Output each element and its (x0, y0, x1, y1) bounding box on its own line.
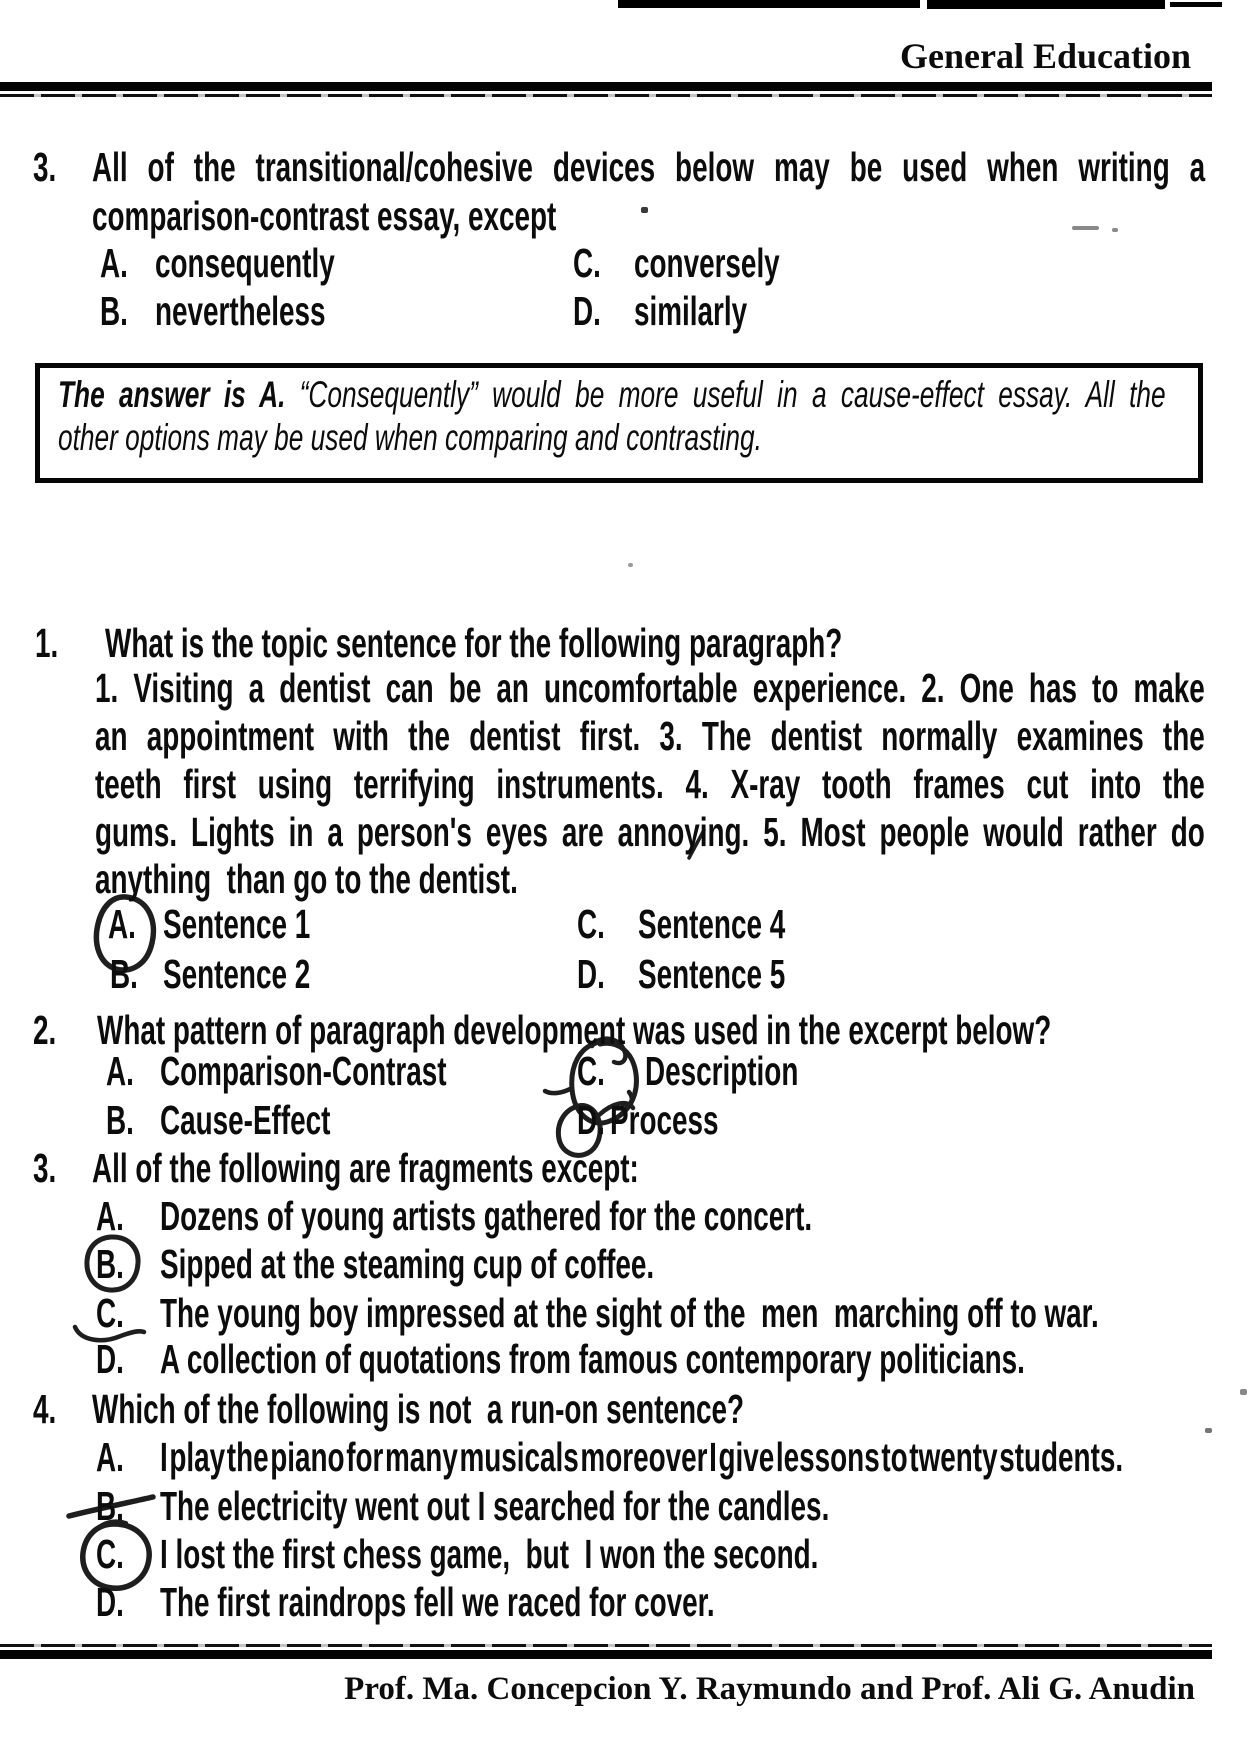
paragraph-line: 1. Visiting a dentist can be an uncomfortable experience. 2. One has to make (95, 665, 1205, 711)
question-text-line: comparison-contrast essay, except (92, 193, 557, 239)
paragraph-line: gums. Lights in a person's eyes are annoying. 5. Most people would rather do (95, 809, 1205, 855)
option-letter: B. (106, 1097, 134, 1143)
option-label: Cause-Effect (160, 1097, 331, 1143)
scan-speck (1072, 226, 1099, 230)
scan-speck (1205, 1428, 1212, 1433)
question-text: What pattern of paragraph development was used in the excerpt below? (97, 1007, 1052, 1053)
option-label: conversely (634, 240, 780, 286)
question-text-line: All of the transitional/cohesive devices below may be used when writing a (92, 144, 1206, 190)
header-rule-thick (0, 82, 1212, 91)
option-letter: D. (577, 951, 605, 997)
option-letter: A. (108, 901, 136, 947)
question-text: All of the following are fragments except: (92, 1145, 639, 1191)
option-letter: D. (573, 288, 601, 334)
paragraph-line: anything than go to the dentist. (95, 856, 518, 902)
scan-edge-bar (927, 0, 1165, 9)
answer-box-text: “Consequently” would be more useful in a cause-effect essay. All the (285, 374, 1166, 415)
question-number: 4. (33, 1386, 57, 1432)
option-label: Dozens of young artists gathered for the concert. (160, 1193, 813, 1239)
footer-credit: Prof. Ma. Concepcion Y. Raymundo and Prof. Ali G. Anudin (344, 1671, 1195, 1707)
scan-edge-bar (618, 0, 920, 8)
option-letter: B. (96, 1241, 124, 1287)
option-letter: A. (106, 1048, 134, 1094)
option-label: Comparison-Contrast (160, 1048, 447, 1094)
scan-speck (1240, 1389, 1247, 1395)
option-label: Process (610, 1097, 719, 1143)
option-letter: C. (96, 1290, 124, 1336)
footer-rule-thick (0, 1650, 1212, 1659)
option-letter: C. (96, 1531, 124, 1577)
option-letter: C. (577, 901, 605, 947)
option-label: consequently (155, 240, 335, 286)
option-letter: D. (96, 1579, 124, 1625)
option-letter: D. (96, 1336, 124, 1382)
option-label: nevertheless (155, 288, 326, 334)
handwritten-circle-q2-option-c-tail (545, 1088, 572, 1093)
option-letter: A. (100, 240, 128, 286)
option-label: Sipped at the steaming cup of coffee. (160, 1241, 655, 1287)
question-number: 1. (35, 620, 59, 666)
option-letter: B. (110, 951, 138, 997)
option-label: I play the piano for many musicals moreover I give lessons to twenty students. (160, 1434, 1124, 1480)
option-letter: C. (573, 240, 601, 286)
footer-rule-thin (0, 1644, 1212, 1647)
answer-box-line (58, 376, 1166, 415)
question-number: 3. (33, 144, 57, 190)
paragraph-line: teeth first using terrifying instruments. 4. X-ray tooth frames cut into the (95, 761, 1205, 807)
question-number: 3. (33, 1145, 57, 1191)
option-label: The first raindrops fell we raced for cover. (160, 1579, 715, 1625)
option-label: Sentence 4 (638, 901, 786, 947)
question-text: What is the topic sentence for the following paragraph? (105, 620, 843, 666)
option-label: The young boy impressed at the sight of the men marching off to war. (160, 1290, 1099, 1336)
answer-box-line: other options may be used when comparing and contrasting. (58, 417, 762, 458)
header-rule-thin (0, 94, 1212, 97)
answer-box-lead: The answer is A. (58, 374, 286, 415)
scan-speck (641, 207, 648, 213)
question-text: Which of the following is not a run-on sentence? (92, 1386, 745, 1432)
option-letter: D. (577, 1097, 605, 1143)
option-label: Sentence 5 (638, 951, 786, 997)
option-label: A collection of quotations from famous contemporary politicians. (160, 1336, 1025, 1382)
option-label: Description (645, 1048, 799, 1094)
option-letter: C. (577, 1048, 605, 1094)
option-label: similarly (634, 288, 748, 334)
question-number: 2. (33, 1007, 57, 1053)
option-label: Sentence 1 (163, 901, 311, 947)
scan-speck (628, 563, 633, 567)
option-letter: A. (96, 1434, 124, 1480)
option-label: Sentence 2 (163, 951, 311, 997)
paragraph-line: an appointment with the dentist first. 3. The dentist normally examines the (95, 713, 1205, 759)
option-label: The electricity went out I searched for the candles. (160, 1483, 830, 1529)
scan-edge-bar (1170, 2, 1222, 7)
option-letter: B. (100, 288, 128, 334)
page-header-title: General Education (899, 36, 1191, 76)
scan-speck (1112, 228, 1118, 232)
option-letter: A. (96, 1193, 124, 1239)
option-label: I lost the first chess game, but I won the second. (160, 1531, 819, 1577)
option-letter: B. (96, 1483, 124, 1529)
